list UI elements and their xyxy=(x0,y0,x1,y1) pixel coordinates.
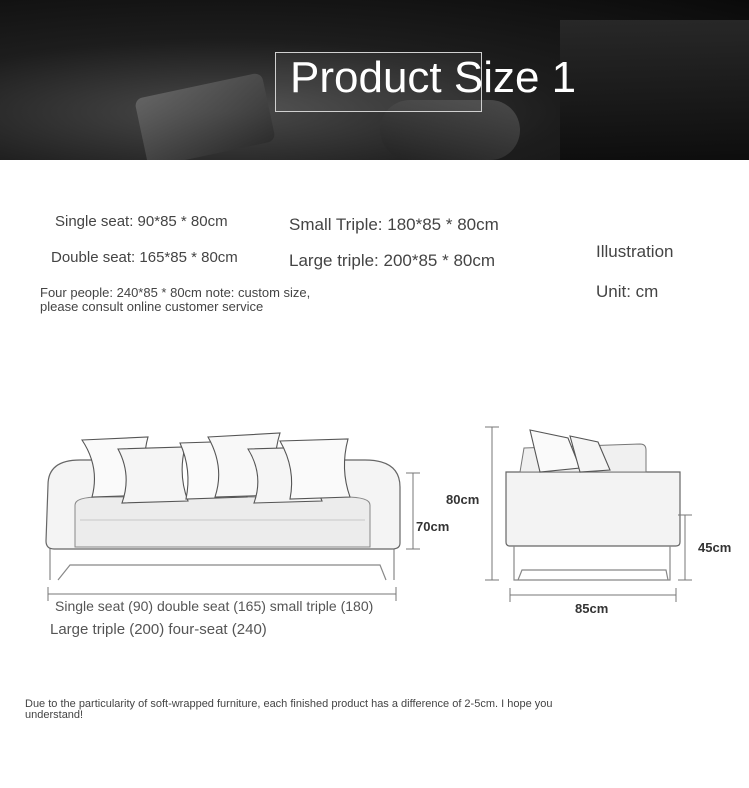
spec-four-seat-note: Four people: 240*85 * 80cm note: custom size, please consult online customer service xyxy=(40,285,311,314)
illustration-label: Illustration xyxy=(596,242,674,261)
banner-photo-cushion xyxy=(134,72,276,160)
banner-photo-backrest xyxy=(560,20,749,160)
spec-single-seat: Single seat: 90*85 * 80cm xyxy=(55,213,228,230)
depth-85-label: 85cm xyxy=(575,601,609,616)
spec-small-triple: Small Triple: 180*85 * 80cm xyxy=(289,215,499,234)
spec-double-seat: Double seat: 165*85 * 80cm xyxy=(51,249,238,266)
height-80-label: 80cm xyxy=(446,492,480,507)
sofa-front-view-drawing xyxy=(40,425,440,615)
page-title: Product Size 1 xyxy=(290,53,577,102)
spec-large-triple: Large triple: 200*85 * 80cm xyxy=(289,251,496,270)
seat-height-45-label: 45cm xyxy=(698,540,732,555)
header-banner xyxy=(0,0,749,160)
sofa-side-view-drawing xyxy=(480,420,695,605)
footer-note: Due to the particularity of soft-wrapped furniture, each finished product has a difference of 2-5cm. I hope you understand! xyxy=(25,698,553,721)
unit-label: Unit: cm xyxy=(596,282,659,301)
height-70-label: 70cm xyxy=(416,519,450,534)
caption-sizes-line1: Single seat (90) double seat (165) small triple (180) xyxy=(55,598,374,614)
caption-sizes-line2: Large triple (200) four-seat (240) xyxy=(50,621,267,638)
